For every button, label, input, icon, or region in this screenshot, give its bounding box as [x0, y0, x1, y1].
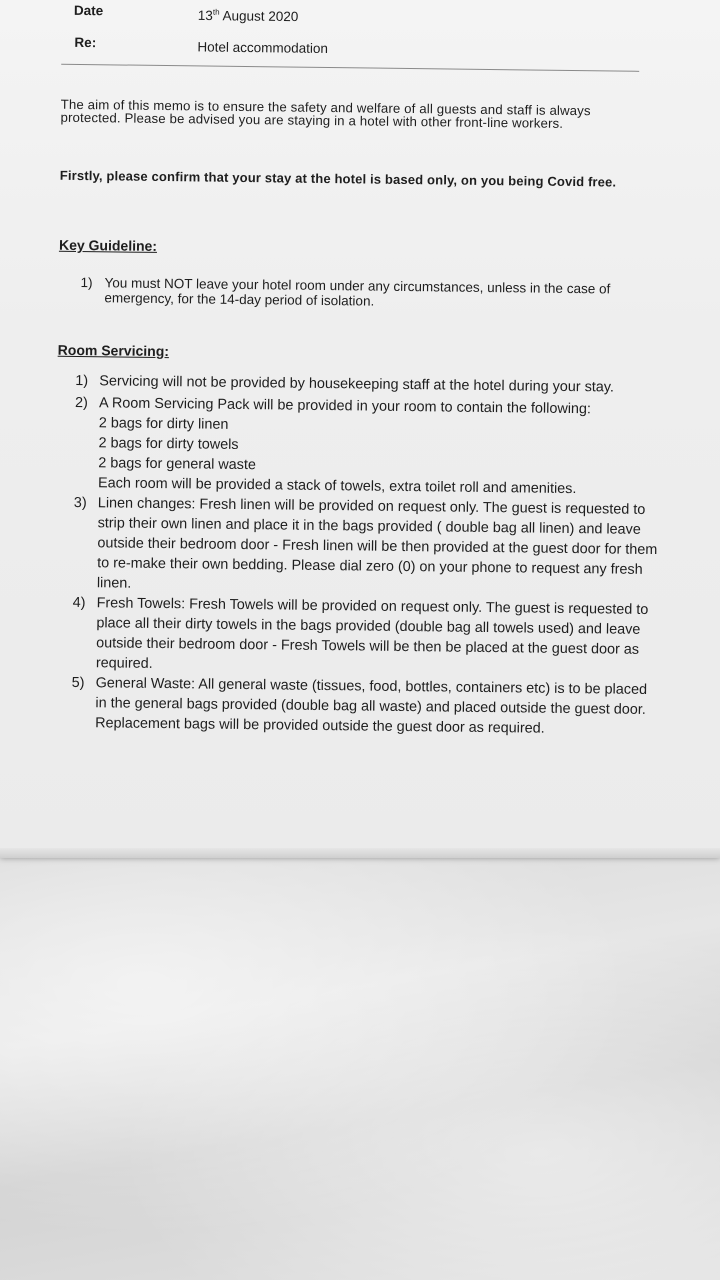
list-item [75, 373, 665, 396]
header-divider [61, 64, 639, 72]
date-day: 13 [197, 7, 213, 24]
intro-paragraph: The aim of this memo is to ensure the safety and welfare of all guests and staff is always protected. Please be advised you are staying in a hotel with other front-line workers. [60, 96, 591, 131]
date-suffix: th [212, 7, 220, 17]
list-number: 3) [73, 494, 87, 512]
tablecloth-background [0, 858, 720, 1280]
key-guideline-heading: Key Guideline: [58, 236, 158, 254]
date-label: Date [73, 2, 104, 19]
pack-line: 2 bags for dirty linen [98, 415, 229, 433]
list-text-block [98, 393, 665, 500]
list-text: Servicing will not be provided by housekeeping staff at the hotel during your stay. [99, 373, 615, 396]
date-value [198, 7, 299, 24]
room-servicing-list [71, 373, 665, 740]
re-value: Hotel accommodation [197, 39, 329, 57]
room-servicing-heading: Room Servicing: [57, 341, 170, 360]
re-label: Re: [74, 34, 97, 51]
list-text: Linen changes: Fresh linen will be provided on request only. The guest is requested to strip their own linen and place it in the bags provided ( double bag all linen) and leave outside their bedroom door - Fresh linen will be then provided at the guest door for them to re-make their own bedding. Please dial zero (0) on your phone to request any fresh linen. [96, 495, 658, 592]
list-text: General Waste: All general waste (tissues, food, bottles, containers etc) is to be placed in the general bags provided (double bag all waste) and placed outside the guest door. Replacement bags will be provided outside the guest door as required. [95, 675, 648, 737]
pack-line: 2 bags for general waste [98, 455, 257, 474]
list-item [71, 673, 662, 740]
list-number: 2) [74, 394, 88, 412]
list-text: You must NOT leave your hotel room under any circumstances, unless in the case of emergency, for the 14-day period of isolation. [104, 275, 611, 309]
list-number: 5) [71, 674, 85, 692]
key-guideline-list [80, 275, 650, 312]
date-month-year: August 2020 [219, 8, 299, 25]
list-text: A Room Servicing Pack will be provided in your room to contain the following: [98, 395, 592, 418]
list-item [74, 393, 665, 500]
pack-line: 2 bags for dirty towels [98, 435, 239, 453]
list-number: 1) [75, 372, 89, 390]
list-number: 4) [72, 594, 86, 612]
list-item [73, 493, 664, 600]
list-number: 1) [80, 275, 93, 291]
covid-free-paragraph: Firstly, please confirm that your stay at the hotel is based only, on you being Covid free. [59, 167, 617, 190]
list-item [72, 593, 663, 680]
pack-line: Each room will be provided a stack of towels, extra toilet roll and amenities. [98, 475, 577, 498]
list-text: Fresh Towels: Fresh Towels will be provided on request only. The guest is requested to place all their dirty towels in the bags provided (double bag all towels used) and leave outside their bedroom door - Fresh Towels will be then be placed at the guest door as required. [95, 595, 649, 672]
list-item [80, 275, 650, 312]
